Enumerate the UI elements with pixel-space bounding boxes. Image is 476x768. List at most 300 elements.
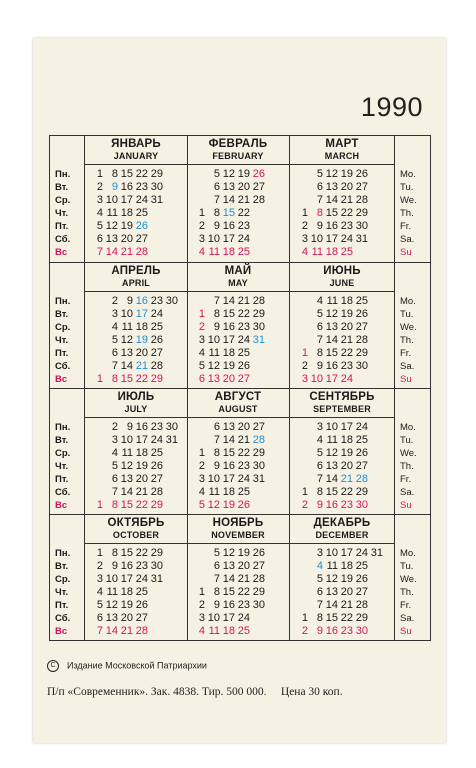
day-number: 26 (355, 573, 368, 585)
day-number: 9 (316, 360, 323, 372)
week-line (85, 573, 187, 586)
day-number: 25 (135, 586, 148, 598)
day-number: 17 (222, 473, 235, 485)
day-number: 22 (340, 347, 353, 359)
month-block (290, 263, 394, 389)
day-number: 17 (222, 334, 235, 346)
day-number: 22 (340, 612, 353, 624)
day-number: 19 (237, 547, 250, 559)
day-number: 31 (370, 547, 383, 559)
weekday-column-ru (50, 515, 85, 641)
week-line (290, 194, 394, 207)
day-number: 28 (355, 599, 368, 611)
copyright-text: Издание Московской Патриархии (67, 660, 207, 671)
week-line (290, 547, 394, 560)
day-number: 18 (120, 586, 133, 598)
day-number: 5 (198, 499, 205, 511)
day-number: 22 (237, 207, 250, 219)
day-number: 31 (252, 334, 265, 346)
day-number: 15 (325, 612, 338, 624)
month-block (290, 389, 394, 515)
month-name-en: OCTOBER (112, 530, 160, 540)
day-number: 13 (120, 473, 133, 485)
week-line (187, 233, 289, 246)
day-number: 15 (325, 486, 338, 498)
week-line (85, 207, 187, 220)
week-line (187, 599, 289, 612)
day-number: 31 (252, 473, 265, 485)
day-number: 17 (340, 547, 353, 559)
month-header (290, 389, 394, 418)
week-line (187, 586, 289, 599)
day-number: 14 (222, 194, 235, 206)
month-header (85, 263, 187, 292)
day-number: 26 (150, 334, 163, 346)
day-number: 2 (198, 220, 205, 232)
day-number: 28 (135, 246, 148, 258)
day-number: 21 (135, 486, 148, 498)
week-line (187, 486, 289, 499)
day-number: 4 (316, 295, 323, 307)
day-number: 28 (252, 573, 265, 585)
day-number: 2 (96, 560, 103, 572)
week-line (290, 499, 394, 512)
day-number: 4 (198, 347, 205, 359)
day-number: 21 (120, 625, 133, 637)
day-number: 20 (120, 612, 133, 624)
day-number: 11 (326, 434, 338, 446)
day-number: 26 (135, 599, 148, 611)
day-number: 24 (150, 434, 163, 446)
day-number: 28 (355, 473, 368, 485)
day-number: 15 (120, 547, 133, 559)
day-number: 23 (237, 220, 250, 232)
week-line (187, 347, 289, 360)
day-number: 13 (120, 347, 133, 359)
day-number: 4 (316, 560, 323, 572)
week-line (187, 460, 289, 473)
weekday-label-en: Mo. (400, 548, 416, 559)
day-number: 11 (311, 246, 323, 258)
day-number: 22 (135, 373, 148, 385)
day-number: 19 (222, 499, 235, 511)
day-number: 11 (208, 246, 220, 258)
weekday-label-en: Sa. (400, 613, 415, 624)
weekday-label-en: Fr. (400, 221, 412, 232)
day-number: 3 (301, 373, 308, 385)
day-number: 7 (111, 360, 118, 372)
week-line (85, 373, 187, 386)
weekday-label-ru: Ср. (55, 322, 71, 333)
day-number: 5 (316, 573, 323, 585)
day-number: 10 (310, 233, 323, 245)
day-number: 12 (222, 547, 235, 559)
day-number: 25 (355, 434, 368, 446)
day-number: 14 (325, 473, 338, 485)
day-number: 15 (325, 207, 338, 219)
day-number: 2 (111, 295, 118, 307)
day-number: 20 (340, 586, 353, 598)
day-number: 21 (237, 295, 250, 307)
weekday-label-en: Fr. (400, 600, 412, 611)
week-line (290, 207, 394, 220)
weekday-label-en: We. (400, 195, 417, 206)
day-number: 5 (316, 308, 323, 320)
day-number: 29 (150, 373, 163, 385)
day-number: 25 (355, 560, 368, 572)
day-number: 29 (355, 486, 368, 498)
week-line (290, 295, 394, 308)
day-number: 3 (301, 233, 308, 245)
day-number: 21 (340, 599, 353, 611)
day-number: 9 (111, 560, 118, 572)
day-number: 20 (340, 460, 353, 472)
day-number: 9 (316, 220, 323, 232)
day-number: 1 (301, 612, 308, 624)
day-number: 3 (316, 421, 323, 433)
day-number: 1 (301, 486, 308, 498)
month-name-en: MARCH (324, 151, 360, 161)
weekday-label-ru: Вс (55, 500, 68, 511)
day-number: 29 (252, 447, 265, 459)
day-number: 9 (213, 220, 220, 232)
weekday-label-ru: Вт. (55, 561, 69, 572)
day-number: 5 (111, 460, 118, 472)
day-number: 25 (237, 347, 250, 359)
day-number: 21 (237, 434, 250, 446)
day-number: 7 (316, 599, 323, 611)
day-number: 27 (355, 586, 368, 598)
month-block (85, 389, 188, 515)
day-number: 1 (96, 168, 103, 180)
month-name-ru: МАРТ (325, 138, 359, 150)
day-number: 13 (105, 233, 118, 245)
month-block (85, 136, 188, 262)
day-number: 30 (252, 599, 265, 611)
day-number: 31 (165, 434, 178, 446)
day-number: 19 (340, 168, 353, 180)
day-number: 9 (213, 599, 220, 611)
day-number: 27 (135, 233, 148, 245)
weekday-label-en: Su (400, 626, 412, 637)
week-line (85, 586, 187, 599)
month-name-ru: ДЕКАБРЬ (313, 517, 371, 529)
day-number: 29 (355, 612, 368, 624)
day-number: 5 (96, 599, 103, 611)
weekday-label-en: Fr. (400, 474, 412, 485)
day-number: 4 (96, 207, 103, 219)
day-number: 16 (135, 421, 148, 433)
month-name-en: JANUARY (113, 151, 159, 161)
week-line (290, 373, 394, 386)
month-name-en: APRIL (122, 278, 150, 288)
day-number: 3 (198, 612, 205, 624)
day-number: 10 (105, 573, 118, 585)
day-number: 29 (355, 207, 368, 219)
day-number: 1 (301, 207, 308, 219)
day-number: 28 (150, 486, 163, 498)
week-line (290, 181, 394, 194)
week-line (290, 321, 394, 334)
day-number: 30 (355, 625, 368, 637)
day-number: 17 (135, 308, 148, 320)
day-number: 24 (340, 373, 353, 385)
day-number: 8 (111, 499, 118, 511)
day-number: 8 (316, 486, 323, 498)
day-number: 4 (198, 625, 205, 637)
week-line (290, 334, 394, 347)
day-number: 30 (355, 360, 368, 372)
calendar-card (33, 38, 446, 743)
day-number: 30 (150, 560, 163, 572)
day-number: 15 (222, 308, 235, 320)
day-number: 12 (120, 460, 133, 472)
day-number: 26 (355, 447, 368, 459)
day-number: 16 (325, 625, 338, 637)
day-number: 13 (325, 321, 338, 333)
day-number: 14 (325, 194, 338, 206)
day-number: 16 (325, 220, 338, 232)
week-line (85, 625, 187, 638)
weekday-label-ru: Ср. (55, 448, 71, 459)
month-name-en: DECEMBER (315, 530, 369, 540)
day-number: 5 (213, 547, 220, 559)
day-number: 23 (150, 295, 163, 307)
month-name-en: JULY (124, 404, 148, 414)
day-number: 10 (310, 373, 323, 385)
day-number: 6 (213, 560, 220, 572)
day-number: 13 (222, 181, 235, 193)
day-number: 6 (198, 373, 205, 385)
day-number: 28 (135, 625, 148, 637)
day-number: 17 (120, 194, 133, 206)
week-line (85, 295, 187, 308)
week-line (85, 220, 187, 233)
day-number: 9 (316, 625, 323, 637)
day-number: 5 (198, 360, 205, 372)
weekday-label-en: Fr. (400, 348, 412, 359)
weekday-label-ru: Вт. (55, 309, 69, 320)
week-line (85, 421, 187, 434)
day-number: 9 (126, 295, 133, 307)
month-name-ru: МАЙ (224, 265, 252, 277)
weekday-label-en: Sa. (400, 234, 415, 245)
day-number: 2 (198, 321, 205, 333)
weekday-label-en: Tu. (400, 309, 414, 320)
day-number: 6 (96, 233, 103, 245)
day-number: 12 (120, 334, 133, 346)
day-number: 3 (316, 547, 323, 559)
weekday-label-ru: Вс (55, 626, 68, 637)
day-number: 5 (96, 220, 103, 232)
day-number: 19 (222, 360, 235, 372)
day-number: 24 (355, 547, 368, 559)
week-line (85, 460, 187, 473)
weekday-label-ru: Чт. (55, 587, 69, 598)
day-number: 7 (111, 486, 118, 498)
day-number: 25 (237, 625, 250, 637)
week-line (187, 168, 289, 181)
month-header (290, 263, 394, 292)
day-number: 3 (198, 473, 205, 485)
day-number: 19 (340, 308, 353, 320)
day-number: 7 (316, 334, 323, 346)
week-line (85, 168, 187, 181)
day-number: 29 (252, 308, 265, 320)
day-number: 23 (237, 321, 250, 333)
day-number: 24 (237, 334, 250, 346)
day-number: 21 (237, 194, 250, 206)
week-line (187, 612, 289, 625)
day-number: 16 (222, 460, 235, 472)
day-number: 26 (252, 168, 265, 180)
month-name-ru: АВГУСТ (214, 391, 262, 403)
day-number: 9 (213, 460, 220, 472)
day-number: 12 (207, 360, 220, 372)
day-number: 27 (252, 560, 265, 572)
day-number: 3 (198, 233, 205, 245)
day-number: 2 (198, 460, 205, 472)
week-line (290, 421, 394, 434)
weekday-label-en: Th. (400, 587, 414, 598)
month-name-ru: ОКТЯБРЬ (107, 517, 165, 529)
week-line (290, 486, 394, 499)
day-number: 18 (222, 486, 235, 498)
day-number: 12 (325, 573, 338, 585)
day-number: 1 (198, 207, 205, 219)
weekday-label-en: Th. (400, 461, 414, 472)
day-number: 25 (237, 246, 250, 258)
day-number: 8 (316, 347, 323, 359)
day-number: 21 (135, 360, 148, 372)
month-header (187, 136, 289, 165)
week-line (187, 473, 289, 486)
day-number: 10 (120, 434, 133, 446)
weekday-label-en: Mo. (400, 422, 416, 433)
day-number: 10 (325, 421, 338, 433)
month-header (85, 136, 187, 165)
weekday-label-en: Su (400, 500, 412, 511)
weekday-label-en: Th. (400, 335, 414, 346)
month-name-ru: СЕНТЯБРЬ (309, 391, 375, 403)
day-number: 17 (325, 233, 338, 245)
day-number: 27 (355, 181, 368, 193)
day-number: 25 (150, 447, 163, 459)
week-line (290, 599, 394, 612)
day-number: 15 (120, 499, 133, 511)
month-name-en: FEBRUARY (212, 151, 264, 161)
day-number: 20 (222, 373, 235, 385)
day-number: 7 (213, 194, 220, 206)
week-line (290, 612, 394, 625)
day-number: 20 (237, 181, 250, 193)
month-header (290, 136, 394, 165)
week-line (187, 308, 289, 321)
day-number: 9 (111, 181, 118, 193)
week-line (85, 360, 187, 373)
day-number: 20 (340, 321, 353, 333)
day-number: 16 (222, 599, 235, 611)
day-number: 2 (301, 499, 308, 511)
day-number: 23 (237, 460, 250, 472)
quarter-row (50, 514, 430, 641)
day-number: 10 (207, 612, 220, 624)
day-number: 10 (120, 308, 133, 320)
day-number: 7 (316, 194, 323, 206)
day-number: 8 (111, 373, 118, 385)
week-line (187, 220, 289, 233)
day-number: 30 (355, 220, 368, 232)
day-number: 10 (207, 334, 220, 346)
day-number: 16 (222, 220, 235, 232)
weekday-label-en: We. (400, 574, 417, 585)
week-line (85, 499, 187, 512)
day-number: 8 (111, 547, 118, 559)
month-block (290, 515, 394, 641)
day-number: 2 (96, 181, 103, 193)
day-number: 11 (106, 586, 118, 598)
week-line (85, 434, 187, 447)
day-number: 6 (316, 181, 323, 193)
weekday-label-en: Tu. (400, 182, 414, 193)
week-line (187, 246, 289, 259)
day-number: 1 (96, 547, 103, 559)
week-line (187, 373, 289, 386)
week-line (187, 434, 289, 447)
day-number: 14 (222, 573, 235, 585)
weekday-label-en: Su (400, 374, 412, 385)
day-number: 13 (207, 373, 220, 385)
day-number: 12 (325, 168, 338, 180)
day-number: 29 (150, 499, 163, 511)
day-number: 13 (325, 181, 338, 193)
year-label: 1990 (360, 92, 423, 122)
day-number: 14 (105, 625, 118, 637)
week-line (187, 295, 289, 308)
quarter-row (50, 136, 430, 262)
month-header (85, 389, 187, 418)
week-line (187, 625, 289, 638)
day-number: 18 (222, 347, 235, 359)
day-number: 7 (213, 573, 220, 585)
day-number: 23 (340, 220, 353, 232)
week-line (187, 447, 289, 460)
day-number: 25 (135, 207, 148, 219)
month-name-ru: ИЮНЬ (323, 265, 361, 277)
month-block (290, 136, 394, 262)
day-number: 18 (340, 295, 353, 307)
month-name-en: MAY (228, 278, 248, 288)
day-number: 5 (213, 168, 220, 180)
day-number: 16 (325, 499, 338, 511)
day-number: 27 (150, 347, 163, 359)
day-number: 18 (120, 207, 133, 219)
day-number: 5 (316, 447, 323, 459)
day-number: 26 (135, 220, 148, 232)
day-number: 4 (111, 447, 118, 459)
week-line (85, 612, 187, 625)
day-number: 19 (120, 220, 133, 232)
day-number: 31 (150, 194, 163, 206)
day-number: 21 (340, 473, 353, 485)
day-number: 6 (111, 347, 118, 359)
week-line (187, 207, 289, 220)
day-number: 22 (237, 447, 250, 459)
day-number: 6 (111, 473, 118, 485)
week-line (85, 194, 187, 207)
day-number: 8 (213, 586, 220, 598)
week-line (290, 560, 394, 573)
